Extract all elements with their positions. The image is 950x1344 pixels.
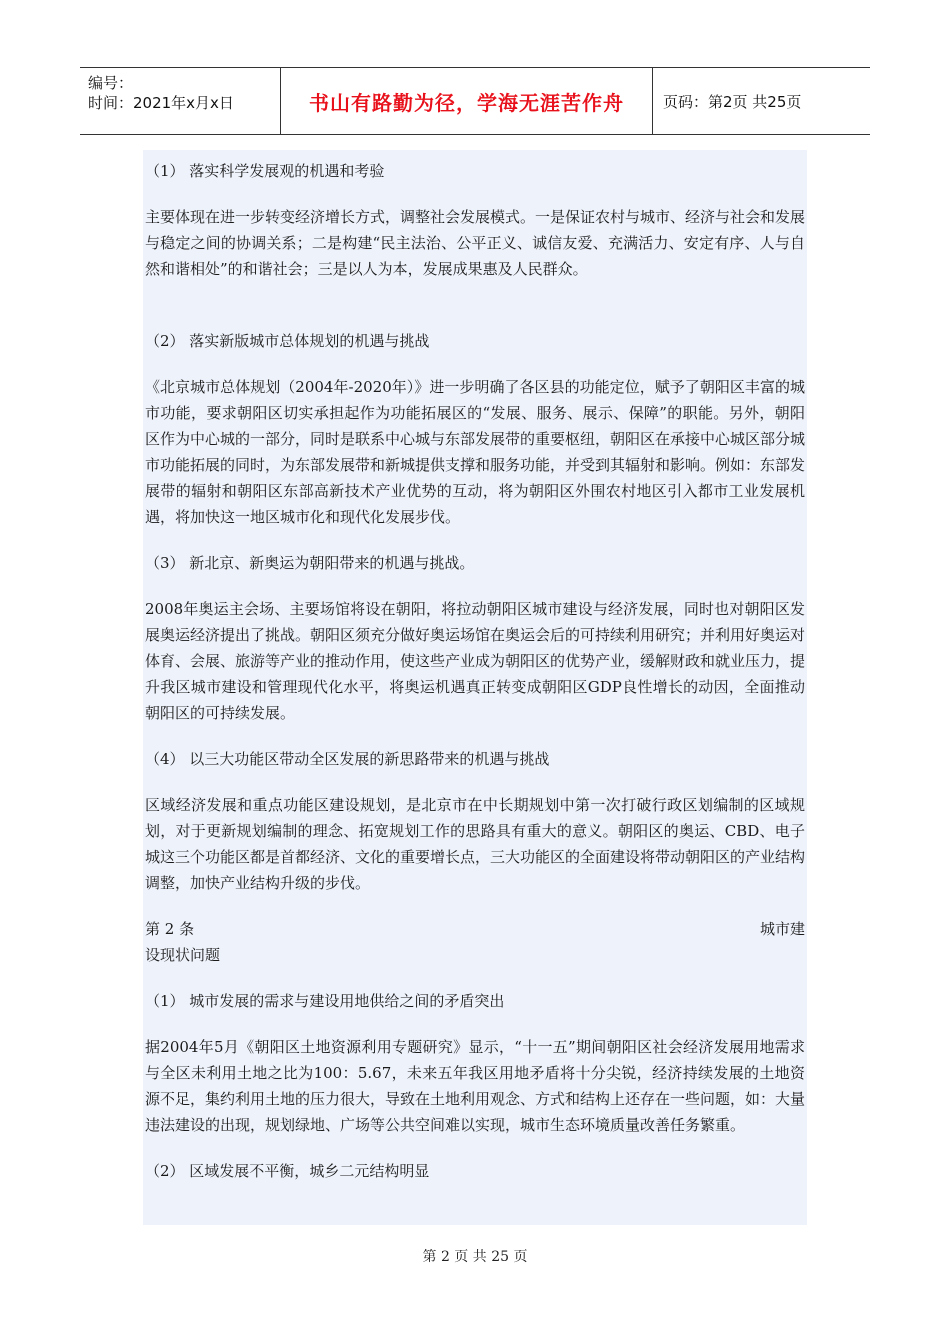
heading-5: （1） 城市发展的需求与建设用地供给之间的矛盾突出 [145,992,505,1010]
page-header [80,67,870,135]
heading-4: （4） 以三大功能区带动全区发展的新思路带来的机遇与挑战 [145,750,550,768]
header-meta [80,68,281,134]
paragraph-2: 《北京城市总体规划（2004年-2020年）》进一步明确了各区县的功能定位，赋予了朝阳区丰富的城市功能，要求朝阳区切实承担起作为功能拓展区的“发展、服务、展示、保障”的职能。另外，朝阳区作为中心城的一部分，同时是联系中心城与东部发展带的重要枢纽，朝阳区在承接中心城区部分城市功能拓展的同时，为东部发展带和新城提供支撑和服务功能，并受到其辐射和影响。例如：东部发展带的辐射和朝阳区东部高新技术产业优势的互动，将为朝阳区外围农村地区引入都市工业发展机遇，将加快这一地区城市化和现代化发展步伐。 [145,378,806,526]
document-date: 时间：2021年x月x日 [88,94,234,112]
article-heading [145,916,805,942]
page-footer: 第 2 页 共 25 页 [422,1249,528,1265]
document-number: 编号： [88,74,134,92]
header-page-info: 页码：第2页 共25页 [663,92,802,111]
heading-1: （1） 落实科学发展观的机遇和考验 [145,162,385,180]
heading-3: （3） 新北京、新奥运为朝阳带来的机遇与挑战。 [145,554,475,572]
header-motto: 书山有路勤为径，学海无涯苦作舟 [281,68,653,134]
document-body [145,150,805,1184]
article-title-cont: 设现状问题 [145,946,221,964]
article-title-start: 城市建 [759,920,805,938]
article-number: 第 2 条 [145,920,195,938]
paragraph-3: 2008年奥运主会场、主要场馆将设在朝阳，将拉动朝阳区城市建设与经济发展，同时也对朝阳区发展奥运经济提出了挑战。朝阳区须充分做好奥运场馆在奥运会后的可持续利用研究；并利用好奥运对体育、会展、旅游等产业的推动作用，使这些产业成为朝阳区的优势产业，缓解财政和就业压力，提升我区城市建设和管理现代化水平，将奥运机遇真正转变成朝阳区GDP良性增长的动因，全面推动朝阳区的可持续发展。 [145,600,806,722]
heading-2: （2） 落实新版城市总体规划的机遇与挑战 [145,332,430,350]
paragraph-1: 主要体现在进一步转变经济增长方式，调整社会发展模式。一是保证农村与城市、经济与社会和发展与稳定之间的协调关系；二是构建“民主法治、公平正义、诚信友爱、充满活力、安定有序、人与自然和谐相处”的和谐社会；三是以人为本，发展成果惠及人民群众。 [145,208,806,278]
paragraph-4: 区域经济发展和重点功能区建设规划，是北京市在中长期规划中第一次打破行政区划编制的区域规划，对于更新规划编制的理念、拓宽规划工作的思路具有重大的意义。朝阳区的奥运、CBD、电子城这三个功能区都是首都经济、文化的重要增长点，三大功能区的全面建设将带动朝阳区的产业结构调整，加快产业结构升级的步伐。 [145,796,806,892]
paragraph-5: 据2004年5月《朝阳区土地资源利用专题研究》显示，“十一五”期间朝阳区社会经济发展用地需求与全区未利用土地之比为100：5.67，未来五年我区用地矛盾将十分尖锐，经济持续发展的土地资源不足，集约利用土地的压力很大，导致在土地利用观念、方式和结构上还存在一些问题，如：大量违法建设的出现，规划绿地、广场等公共空间难以实现，城市生态环境质量改善任务繁重。 [145,1038,806,1134]
heading-6: （2） 区域发展不平衡，城乡二元结构明显 [145,1162,430,1180]
